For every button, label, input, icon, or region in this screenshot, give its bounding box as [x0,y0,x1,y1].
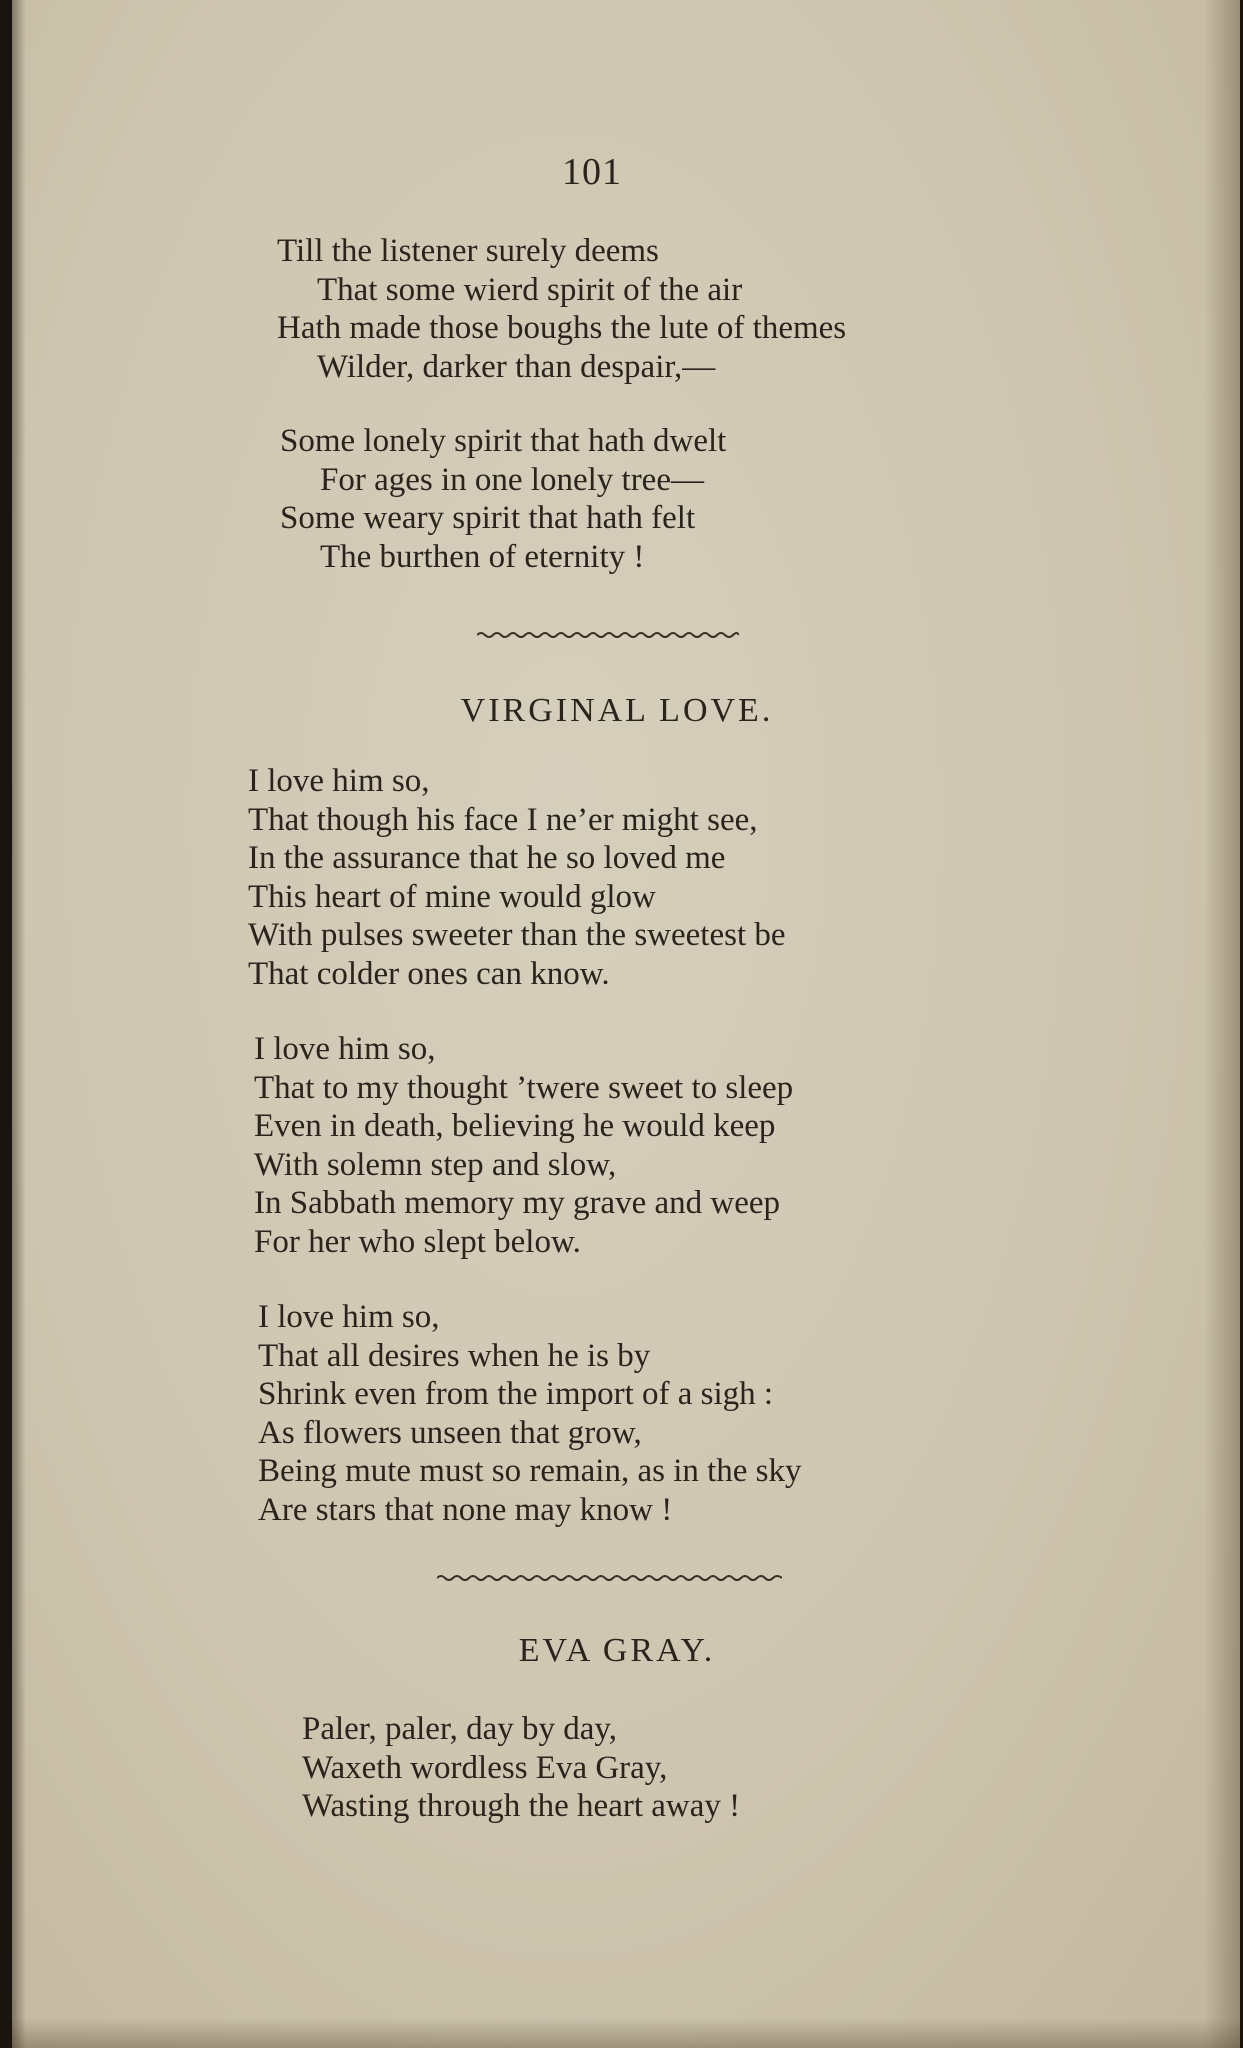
verse-line: Some lonely spirit that hath dwelt [280,423,727,459]
virginal-stanza-3 [258,1298,1240,1529]
verse-line: Being mute must so remain, as in the sky [258,1453,802,1489]
poem-title: EVA GRAY. [518,1632,716,1669]
poem-title: VIRGINAL LOVE. [460,692,774,729]
verse-line: In the assurance that he so loved me [248,840,726,876]
verse-line: That to my thought ’twere sweet to sleep [254,1069,794,1106]
verse-line: For her who slept below. [254,1223,581,1260]
poem-tail-stanza-1 [277,232,1240,386]
virginal-stanza-2 [254,1030,1240,1261]
verse-line: Even in death, believing he would keep [254,1108,776,1144]
verse-line: Paler, paler, day by day, [302,1711,618,1747]
ornamental-rule [477,629,739,641]
verse-line: In Sabbath memory my grave and weep [254,1185,781,1221]
verse-line: Wasting through the heart away ! [302,1788,741,1824]
verse-line: For ages in one lonely tree— [320,461,704,498]
book-page [12,0,1240,2048]
verse-line: That some wierd spirit of the air [317,271,743,308]
page-edge-bottom [12,2018,1240,2048]
verse-line: I love him so, [258,1299,440,1335]
verse-line: That all desires when he is by [258,1337,651,1374]
verse-line: The burthen of eternity ! [320,538,645,575]
verse-line: With solemn step and slow, [254,1146,617,1183]
verse-line: This heart of mine would glow [248,878,656,915]
verse-line: I love him so, [248,763,430,799]
verse-line: That though his face I ne’er might see, [248,801,758,838]
eva-stanza-1 [302,1710,1240,1826]
verse-line: Till the listener surely deems [277,233,659,269]
verse-line: As flowers unseen that grow, [258,1414,642,1451]
verse-line: Hath made those boughs the lute of themes [277,310,847,346]
verse-line: With pulses sweeter than the sweetest be [248,917,786,953]
virginal-stanza-1 [248,762,1240,993]
verse-line: That colder ones can know. [248,955,610,992]
page-edge-left [12,0,26,2048]
verse-line: Shrink even from the import of a sigh : [258,1376,774,1412]
poem-tail-stanza-2 [280,422,1240,576]
verse-line: Waxeth wordless Eva Gray, [302,1749,668,1786]
verse-line: I love him so, [254,1031,436,1067]
verse-line: Some weary spirit that hath felt [280,500,696,536]
page-number: 101 [562,151,622,193]
verse-line: Are stars that none may know ! [258,1491,673,1528]
ornamental-rule [437,1572,782,1584]
verse-line: Wilder, darker than despair,— [317,348,716,385]
